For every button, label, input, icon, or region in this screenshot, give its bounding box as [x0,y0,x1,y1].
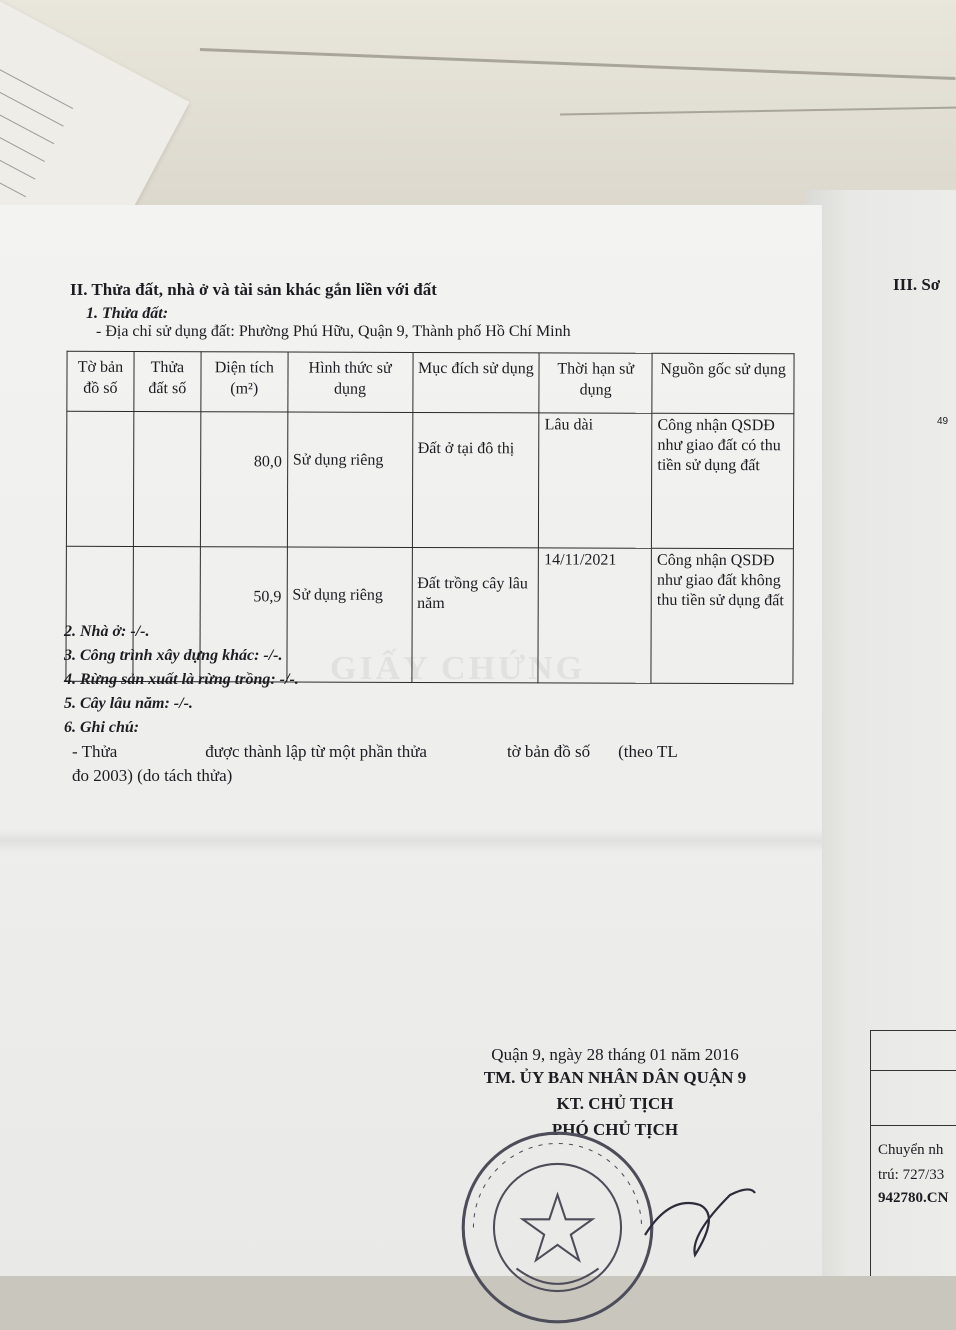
cell-map-sheet [66,411,133,546]
watermark-bleed: GIẤY CHỨNG [330,650,586,687]
header-origin: Nguồn gốc sử dụng [652,353,794,413]
right-page-line-2: trú: 727/33 [878,1167,945,1183]
cell-parcel [133,411,200,546]
paper-fold [0,830,822,852]
item-notes-heading: 6. Ghi chú: [64,719,140,736]
handwritten-signature [640,1175,760,1265]
right-box-line [870,1030,956,1031]
note-part-1: - Thửa [72,742,118,761]
red-seal-stamp [455,1125,660,1330]
header-parcel: Thửa đất số [134,351,201,411]
property-items [64,620,299,740]
cell-term: 14/11/2021 [538,548,651,683]
note-part-3: tờ bản đồ số [506,742,591,761]
sign-date: Quận 9, ngày 28 tháng 01 năm 2016 [491,1045,739,1064]
item-perennial-trees: 5. Cây lâu năm: -/-. [64,695,193,712]
header-form: Hình thức sử dụng [288,352,413,412]
sign-title-2: PHÓ CHỦ TỊCH [551,1120,679,1139]
right-page-heading: III. Sơ [893,275,941,294]
cell-term: Lâu dài [539,413,652,548]
note-text [72,740,772,788]
cell-form: Sử dụng riêng [287,547,412,682]
cell-area: 50,9 [200,547,287,682]
item-production-forest: 4. Rừng sản xuất là rừng trồng: -/-. [64,671,299,688]
note-part-2: được thành lập từ một phần thửa [205,742,427,761]
header-term: Thời hạn sử dụng [539,353,652,413]
right-page-number: 49 [937,416,949,427]
right-box-border [870,1030,871,1276]
item-house: 2. Nhà ở: -/-. [64,623,150,640]
table-header-row [67,351,794,414]
note-part-4: (theo TL [618,742,678,761]
header-purpose: Mục đích sử dụng [412,352,539,412]
cell-area: 80,0 [200,412,287,547]
right-page-line-3: 942780.CN [878,1190,949,1206]
cell-origin: Công nhận QSDĐ như giao đất có thu tiền sử dụng đất [652,413,794,548]
item-other-construction: 3. Công trình xây dựng khác: -/-. [64,647,283,664]
table-row [66,411,793,549]
sub-heading: 1. Thửa đất: [86,305,169,322]
cell-form: Sử dụng riêng [287,412,412,547]
note-line-1 [72,740,772,764]
sign-org: TM. ỦY BAN NHÂN DÂN QUẬN 9 [483,1068,747,1087]
note-line-2: đo 2003) (do tách thửa) [72,766,233,785]
header-area: Diện tích (m²) [201,352,288,412]
header-map-sheet: Tờ bản đồ số [67,351,134,411]
right-page-line-1: Chuyển nh [878,1142,944,1158]
section-title: II. Thửa đất, nhà ở và tài sản khác gắn liền với đất [70,280,437,299]
cell-purpose: Đất ở tại đô thị [412,412,539,547]
sign-title-1: KT. CHỦ TỊCH [556,1094,674,1113]
right-box-line [870,1125,956,1126]
right-box-line [870,1070,956,1071]
right-page [805,190,956,1276]
cell-purpose: Đất trồng cây lâu năm [411,547,538,682]
cell-origin: Công nhận QSDĐ như giao đất không thu tiền sử dụng đất [651,548,793,683]
address-line: - Địa chỉ sử dụng đất: Phường Phú Hữu, Quận 9, Thành phố Hồ Chí Minh [96,323,571,340]
